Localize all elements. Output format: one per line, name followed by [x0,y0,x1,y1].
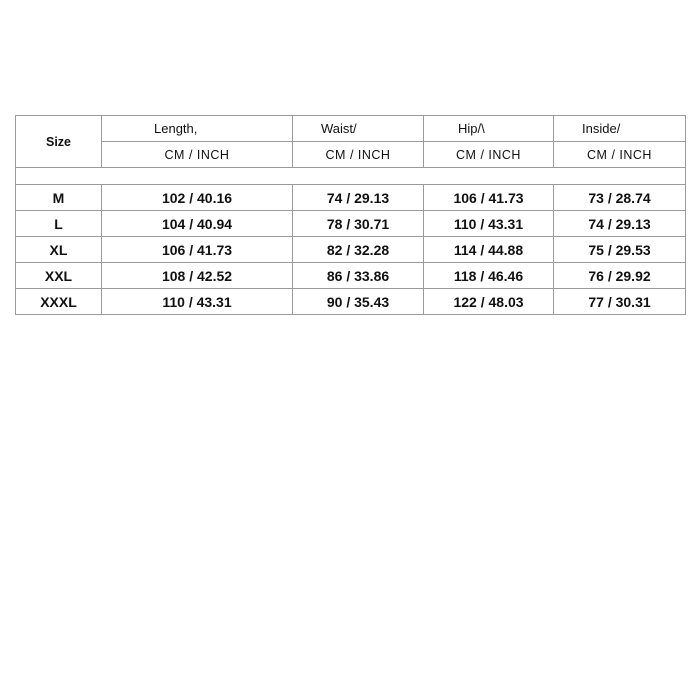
size-cell: XL [16,237,102,263]
length-cell: 102 / 40.16 [102,185,293,211]
size-chart-table [15,115,686,315]
waist-cell: 86 / 33.86 [293,263,424,289]
size-cell: XXXL [16,289,102,315]
size-cell: M [16,185,102,211]
inside-cell: 75 / 29.53 [554,237,686,263]
length-unit-label: CM / INCH [102,142,293,168]
waist-column-header: Waist/ [293,116,424,142]
length-cell: 106 / 41.73 [102,237,293,263]
hip-column-header: Hip/\ [424,116,554,142]
waist-unit-label: CM / INCH [293,142,424,168]
header-row-titles [16,116,686,142]
length-cell: 108 / 42.52 [102,263,293,289]
length-column-header: Length, [102,116,293,142]
size-cell: XXL [16,263,102,289]
waist-cell: 74 / 29.13 [293,185,424,211]
table-row [16,289,686,315]
inside-unit-label: CM / INCH [554,142,686,168]
spacer-row [16,168,686,185]
hip-cell: 122 / 48.03 [424,289,554,315]
inside-column-header: Inside/ [554,116,686,142]
hip-cell: 110 / 43.31 [424,211,554,237]
size-column-header: Size [16,116,102,168]
table-row [16,185,686,211]
spacer-cell [16,168,686,185]
hip-unit-label: CM / INCH [424,142,554,168]
hip-cell: 114 / 44.88 [424,237,554,263]
table-row [16,263,686,289]
inside-cell: 77 / 30.31 [554,289,686,315]
length-cell: 104 / 40.94 [102,211,293,237]
hip-cell: 106 / 41.73 [424,185,554,211]
table-row [16,211,686,237]
table-row [16,237,686,263]
inside-cell: 73 / 28.74 [554,185,686,211]
size-cell: L [16,211,102,237]
header-row-units [16,142,686,168]
inside-cell: 76 / 29.92 [554,263,686,289]
inside-cell: 74 / 29.13 [554,211,686,237]
waist-cell: 82 / 32.28 [293,237,424,263]
hip-cell: 118 / 46.46 [424,263,554,289]
waist-cell: 90 / 35.43 [293,289,424,315]
waist-cell: 78 / 30.71 [293,211,424,237]
length-cell: 110 / 43.31 [102,289,293,315]
